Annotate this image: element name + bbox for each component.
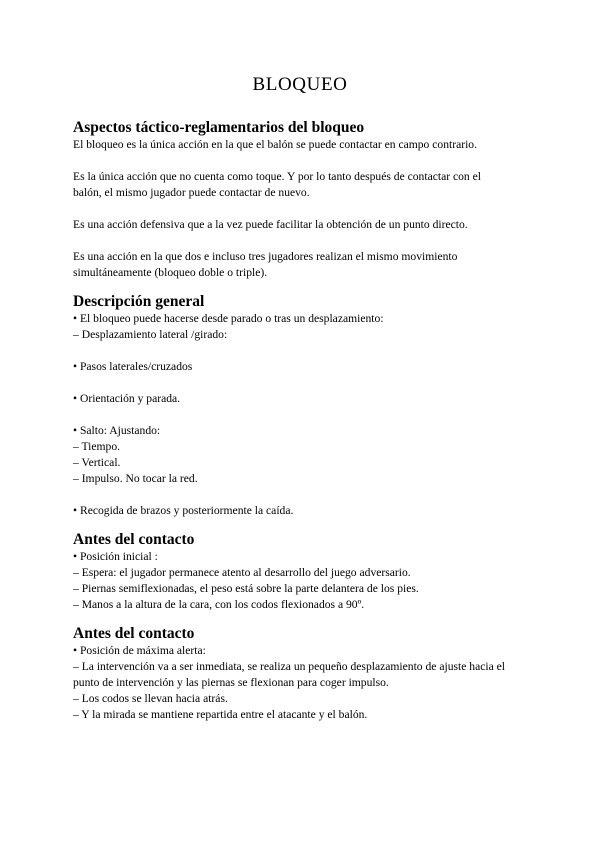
- list-item: – Impulso. No tocar la red.: [73, 472, 198, 485]
- paragraph-line: Es la única acción que no cuenta como toque. Y por lo tanto después de contactar con el: [73, 170, 481, 183]
- list-item: – Vertical.: [73, 456, 121, 469]
- section-heading: Descripción general: [73, 293, 205, 310]
- list-item: • Salto: Ajustando:: [73, 424, 161, 437]
- paragraph-line: balón, el mismo jugador puede contactar de nuevo.: [73, 186, 310, 199]
- list-item: • El bloqueo puede hacerse desde parado o tras un desplazamiento:: [73, 312, 384, 325]
- list-item: – Piernas semiflexionadas, el peso está sobre la parte delantera de los pies.: [73, 582, 419, 595]
- document-body: [73, 118, 533, 723]
- list-item: • Orientación y parada.: [73, 392, 181, 405]
- section-before-contact-1: [73, 530, 533, 613]
- document-title: BLOQUEO: [252, 74, 348, 95]
- section-before-contact-2: [73, 624, 533, 723]
- list-item: – Tiempo.: [73, 440, 121, 453]
- list-item: punto de intervención y las piernas se flexionan para coger impulso.: [73, 676, 389, 689]
- section-heading: Antes del contacto: [73, 531, 195, 548]
- paragraph-line: simultáneamente (bloqueo doble o triple).: [73, 266, 268, 279]
- paragraph-line: Es una acción en la que dos e incluso tres jugadores realizan el mismo movimiento: [73, 250, 458, 263]
- section-heading: Aspectos táctico-reglamentarios del bloqueo: [73, 119, 365, 136]
- list-item: – Y la mirada se mantiene repartida entre el atacante y el balón.: [73, 708, 368, 721]
- section-heading: Antes del contacto: [73, 625, 195, 642]
- list-item: – Desplazamiento lateral /girado:: [73, 328, 228, 341]
- list-item: • Posición inicial :: [73, 550, 158, 563]
- list-item: – La intervención va a ser inmediata, se realiza un pequeño desplazamiento de ajuste hacia el: [73, 660, 505, 673]
- list-item: • Recogida de brazos y posteriormente la caída.: [73, 504, 294, 517]
- list-item: – Espera: el jugador permanece atento al desarrollo del juego adversario.: [73, 566, 411, 579]
- list-item: • Pasos laterales/cruzados: [73, 360, 193, 373]
- section-tactical-aspects: [73, 118, 533, 281]
- paragraph: El bloqueo es la única acción en la que el balón se puede contactar en campo contrario.: [73, 138, 477, 151]
- list-item: • Posición de máxima alerta:: [73, 644, 206, 657]
- section-general-description: [73, 292, 533, 519]
- paragraph: Es una acción defensiva que a la vez puede facilitar la obtención de un punto directo.: [73, 218, 468, 231]
- list-item: – Manos a la altura de la cara, con los codos flexionados a 90º.: [73, 598, 365, 611]
- list-item: – Los codos se llevan hacia atrás.: [73, 692, 228, 705]
